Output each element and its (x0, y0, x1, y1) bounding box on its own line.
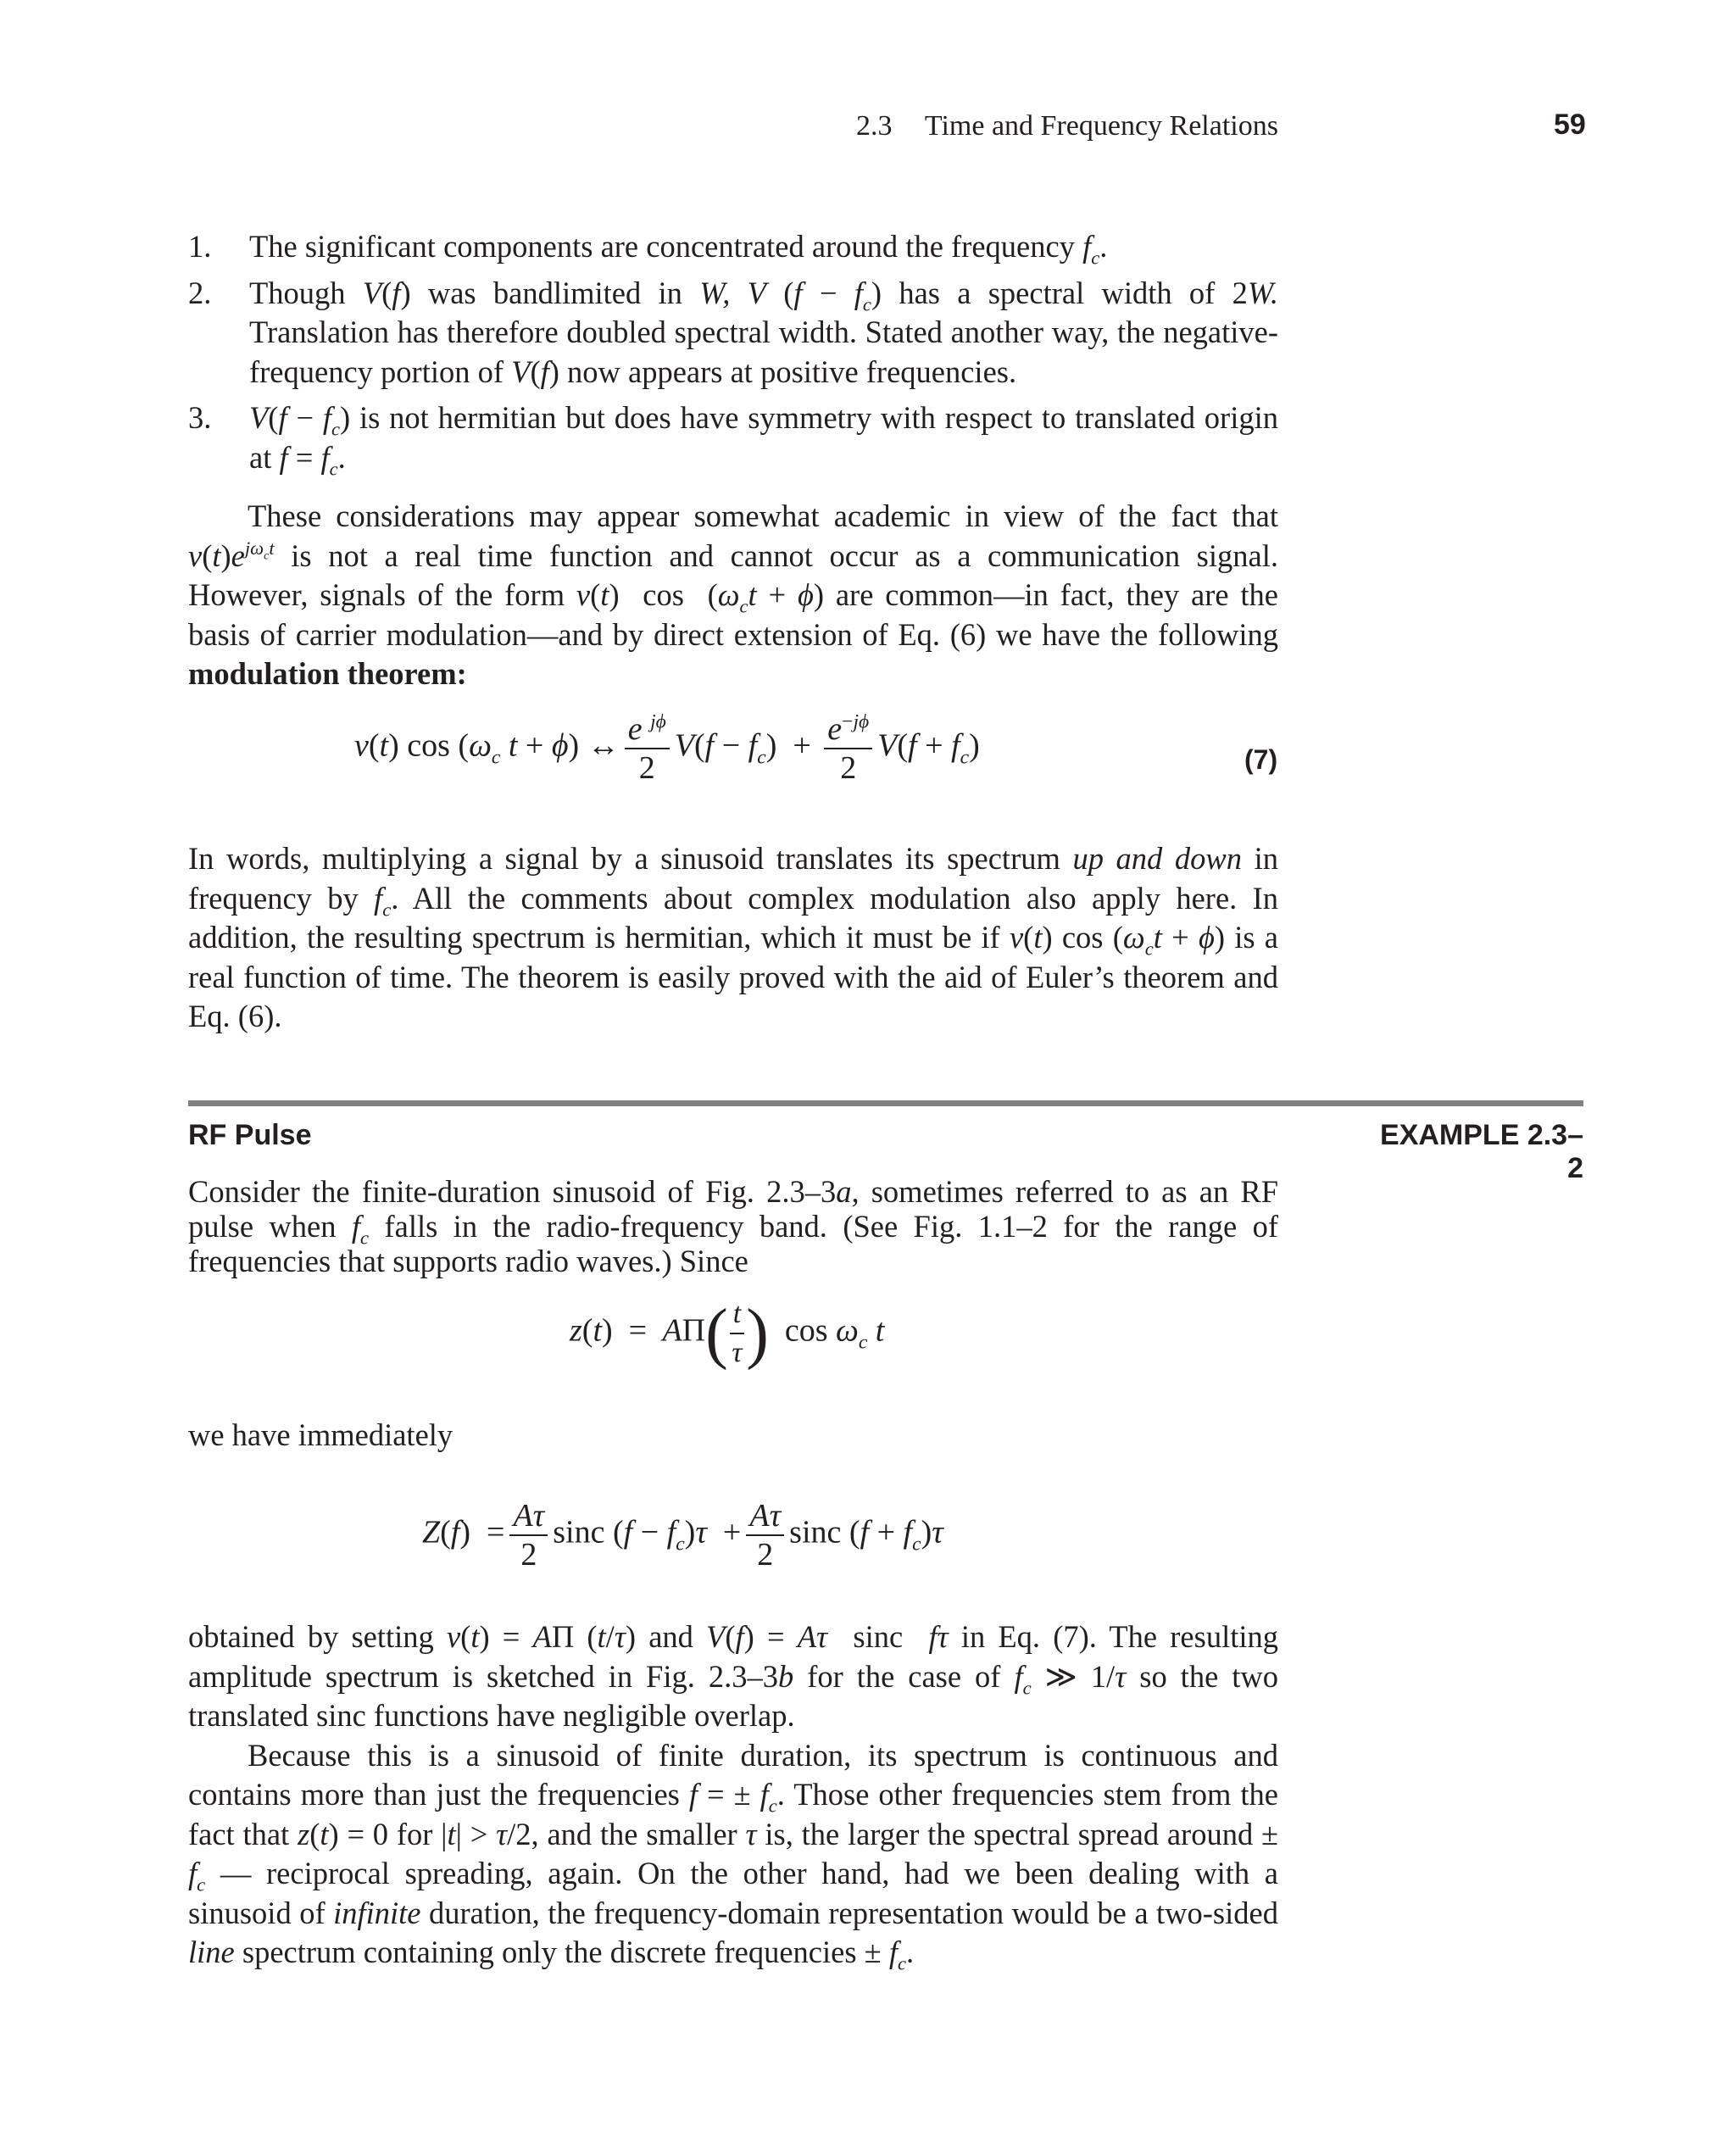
paragraph-example-intro (188, 1174, 1278, 1278)
list-number: 2. (188, 275, 212, 310)
list-text: The significant components are concentrated around the frequency $f_c$. (249, 229, 1108, 269)
paragraph-text: Consider the finite-duration sinusoid of Fig. 2.3–3a, sometimes referred to as an RF pulse when $f_c$ falls in the radio-frequency band. (See Fig. 1.1–2 for the range of frequencies that supports radio waves.) Since (188, 1174, 1278, 1278)
list-number: 1. (188, 229, 212, 264)
list-item (188, 274, 1278, 392)
list-text: $V(f - f_c)$ is not hermitian but does have symmetry with respect to translated origin at $f = f_c$. (249, 400, 1278, 479)
list-item (188, 227, 1278, 267)
section-number: 2.3 (856, 110, 893, 142)
paragraph-text: we have immediately (188, 1417, 453, 1452)
paragraph-intro (188, 497, 1278, 694)
equation-spectrum: Z(f) = $\frac{A\tau}{2}$ sinc $(f - f_c)\tau$ + $\frac{A\tau}{2}$ sinc $(f + f_c)\tau$ (422, 1498, 943, 1573)
example-rule (188, 1100, 1583, 1106)
equation-modulation-theorem: v(t) $\cos (\omega_c$ t + ϕ) ↔ $\frac{e ^{j\phi}}{2}$ $V(f - f_c)$ + $\frac{e^{-j\phi}}{2}$ $V(f + f_c)$ (354, 710, 980, 786)
list-text: Though V(f) was bandlimited in W, V $(f - f_c)$ has a spectral width of 2W. Translation has therefore doubled spectral width. Stated another way, the negative-frequency portion of V(f) now appears at positive frequencies. (249, 275, 1279, 389)
running-head (856, 110, 1278, 142)
section-title: Time and Frequency Relations (924, 110, 1278, 142)
paragraph-result (188, 1617, 1278, 1973)
page-number: 59 (1554, 109, 1586, 141)
paragraph-immediately (188, 1416, 1278, 1456)
list-number: 3. (188, 400, 212, 435)
equation-number: (7) (1244, 744, 1278, 775)
paragraph-interpretation (188, 839, 1278, 1037)
equation-rf-pulse: z(t) = AΠ( $\frac{t}{\tau}$ ) $\cos \omega_c$ t (570, 1296, 885, 1371)
example-title: RF Pulse (188, 1119, 312, 1151)
paragraph-text: In words, multiplying a signal by a sinusoid translates its spectrum up and down in frequency by $f_c$. All the comments about complex modulation also apply here. In addition, the resulting spectrum is hermitian, which it must be if v(t) $\cos (\omega_ct + \phi)$ is a real function of time. The theorem is easily proved with the aid of Euler’s theorem and Eq. (6). (188, 841, 1279, 1033)
example-label: EXAMPLE 2.3–2 (1380, 1119, 1583, 1184)
paragraph-text: Because this is a sinusoid of finite duration, its spectrum is continuous and contains more than just the frequencies f = ± $f_c$. Those other frequencies stem from the fact that z(t) = 0 for |t| > τ/2, and the smaller τ is, the larger the spectral spread around ± $f_c$ — reciprocal spreading, again. On the other hand, had we been dealing with a sinusoid of infinite duration, the frequency-domain representation would be a two-sided line spectrum containing only the discrete frequencies ± $f_c$. (188, 1737, 1278, 1974)
paragraph-text: These considerations may appear somewhat academic in view of the fact that $v(t)e^{j\omega_ct}$ is not a real time function and cannot occur as a communication signal. However, signals of the form v(t) $\cos (\omega_ct + \phi)$ are common—in fact, they are the basis of carrier modulation—and by direct extension of Eq. (6) we have the following modulation theorem: (188, 498, 1278, 691)
numbered-list (188, 227, 1278, 477)
paragraph-text: obtained by setting v(t) = AΠ (t/τ) and V(f) = Aτ sinc fτ in Eq. (7). The resulting amplitude spectrum is sketched in Fig. 2.3–3b for the case of $f_c$ ≫ 1/τ so the two translated sinc functions have negligible overlap. (188, 1619, 1279, 1733)
list-item (188, 398, 1278, 477)
